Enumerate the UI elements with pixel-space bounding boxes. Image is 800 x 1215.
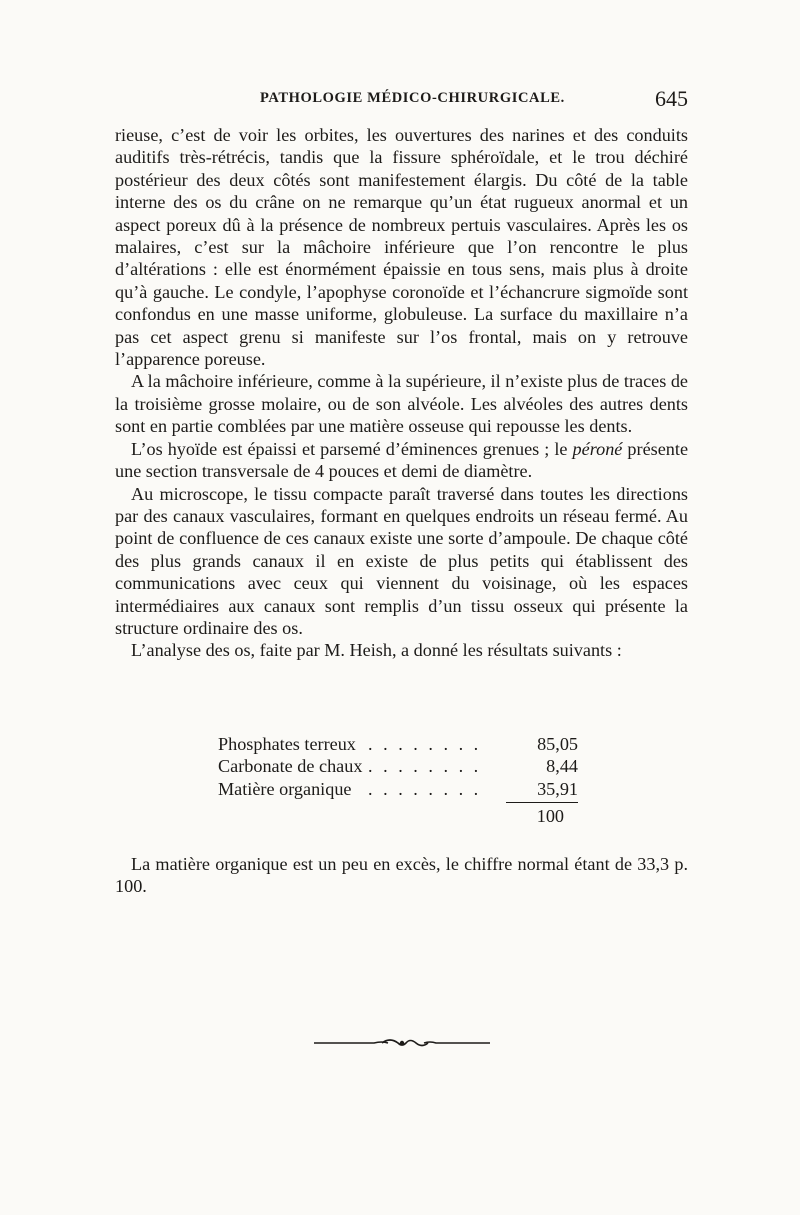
leader-dots: . . . . . . . . — [368, 778, 482, 799]
italic-term-perone: péroné — [572, 438, 623, 459]
ornament-divider — [312, 1036, 492, 1050]
body-text — [115, 124, 688, 662]
analysis-row — [218, 778, 578, 800]
analysis-label: Phosphates terreux — [218, 734, 356, 754]
analysis-value: 35,91 — [537, 778, 578, 799]
page-header — [115, 86, 688, 116]
paragraph-4: Au microscope, le tissu compacte paraît traversé dans toutes les directions par des canaux vasculaires, formant en quelques endroits un réseau fermé. Au point de confluence de ces canaux existe une sorte d’ampoule. De chaque côté des plus grands canaux il en existe de plus petits qui établissent des communications avec ceux qui viennent du voisinage, où les espaces intermédiaires aux canaux sont remplis d’un tissu osseux qui présente la structure ordinaire des os. — [115, 483, 688, 638]
paragraph-1: rieuse, c’est de voir les orbites, les ouvertures des narines et des conduits auditifs très-rétrécis, tandis que la fissure sphéroïdale, et le trou déchiré postérieur des deux côtés sont manifestement élargis. Du côté de la table interne des os du crâne on ne remarque qu’un état rugueux anormal et un aspect poreux dû à la présence de nombreux pertuis vasculaires. Après les os malaires, c’est sur la mâchoire inférieure que l’on rencontre le plus d’altérations : elle est énormément épaissie en tous sens, mais plus à droite qu’à gauche. Le condyle, l’apophyse coronoïde et l’échancrure sigmoïde sont confondus en une masse uniforme, globuleuse. La surface du maxillaire n’a pas cet aspect grenu si manifeste sur l’os frontal, mais on y retrouve l’apparence poreuse. — [115, 125, 688, 370]
conclusion — [115, 853, 688, 898]
analysis-label: Matière organique — [218, 778, 352, 799]
paragraph-5: L’analyse des os, faite par M. Heish, a donné les résultats suivants : — [131, 640, 622, 661]
analysis-row — [218, 755, 578, 777]
page-number: 645 — [655, 86, 688, 111]
leader-dots: . . . . . . . . — [368, 734, 482, 754]
analysis-table — [218, 733, 578, 826]
sum-rule — [506, 802, 578, 803]
paragraph-3-end: présente une section transversale de 4 pouces et demi de diamètre. — [115, 438, 689, 482]
paragraph-2: A la mâchoire inférieure, comme à la supérieure, il n’existe plus de traces de la troisième grosse molaire, ou de son alvéole. Les alvéoles des autres dents sont en partie comblées par une matière osseuse qui repousse les dents. — [115, 371, 689, 437]
leader-dots: . . . . . . . . — [368, 756, 482, 777]
analysis-total: 100 — [536, 806, 564, 826]
paragraph-3-start: L’os hyoïde est épaissi et parsemé d’éminences grenues ; le — [131, 438, 573, 459]
conclusion-paragraph: La matière organique est un peu en excès, le chiffre normal étant de 33,3 p. 100. — [115, 854, 688, 897]
running-head: PATHOLOGIE MÉDICO-CHIRURGICALE. — [260, 90, 565, 106]
analysis-value: 8,44 — [546, 756, 578, 777]
analysis-value: 85,05 — [537, 734, 578, 754]
analysis-label: Carbonate de chaux — [218, 756, 363, 777]
analysis-row — [218, 733, 578, 755]
paragraph-3 — [115, 438, 688, 483]
